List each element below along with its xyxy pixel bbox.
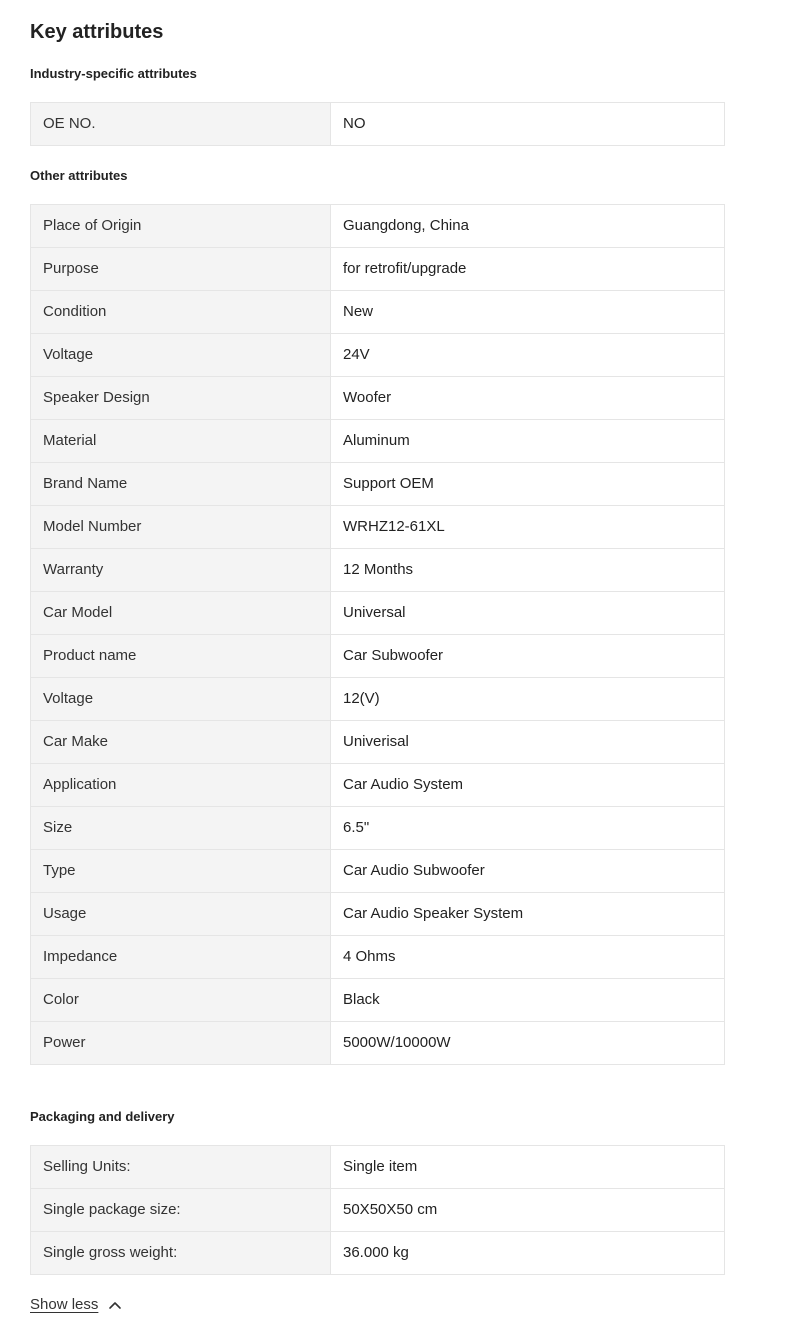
attribute-value: Woofer <box>331 377 725 420</box>
attribute-key: Material <box>31 420 331 463</box>
attribute-key: Car Make <box>31 721 331 764</box>
table-row <box>31 420 725 463</box>
attribute-key: Selling Units: <box>31 1146 331 1189</box>
table-row <box>31 1146 725 1189</box>
attribute-key: Warranty <box>31 549 331 592</box>
attribute-key: Purpose <box>31 248 331 291</box>
table-body <box>31 1146 725 1275</box>
attribute-key: Voltage <box>31 334 331 377</box>
attribute-key: Single gross weight: <box>31 1232 331 1275</box>
table-row <box>31 850 725 893</box>
table-row <box>31 463 725 506</box>
attribute-key: Single package size: <box>31 1189 331 1232</box>
attribute-key: Brand Name <box>31 463 331 506</box>
attribute-key: Application <box>31 764 331 807</box>
attribute-key: Size <box>31 807 331 850</box>
attribute-value: Car Audio System <box>331 764 725 807</box>
attribute-key: Color <box>31 979 331 1022</box>
attribute-value: 50X50X50 cm <box>331 1189 725 1232</box>
table-row <box>31 248 725 291</box>
attribute-key: Car Model <box>31 592 331 635</box>
table-row <box>31 103 725 146</box>
attribute-value: New <box>331 291 725 334</box>
table-row <box>31 979 725 1022</box>
table-row <box>31 506 725 549</box>
attribute-value: 12(V) <box>331 678 725 721</box>
attribute-key: Power <box>31 1022 331 1065</box>
attribute-value: 6.5" <box>331 807 725 850</box>
section-title-packaging-delivery: Packaging and delivery <box>30 1109 175 1124</box>
table-row <box>31 807 725 850</box>
attribute-value: Aluminum <box>331 420 725 463</box>
table-row <box>31 721 725 764</box>
table-row <box>31 334 725 377</box>
attribute-key: Place of Origin <box>31 205 331 248</box>
table-row <box>31 678 725 721</box>
industry-attributes-table <box>30 102 725 146</box>
table-row <box>31 291 725 334</box>
attribute-value: for retrofit/upgrade <box>331 248 725 291</box>
chevron-up-icon <box>108 1298 122 1312</box>
table-row <box>31 205 725 248</box>
attribute-key: Product name <box>31 635 331 678</box>
attribute-key: Model Number <box>31 506 331 549</box>
table-row <box>31 936 725 979</box>
table-row <box>31 549 725 592</box>
attribute-value: Univerisal <box>331 721 725 764</box>
table-row <box>31 592 725 635</box>
attribute-key: OE NO. <box>31 103 331 146</box>
table-row <box>31 893 725 936</box>
attribute-value: WRHZ12-61XL <box>331 506 725 549</box>
table-row <box>31 377 725 420</box>
attribute-value: Guangdong, China <box>331 205 725 248</box>
table-row <box>31 1232 725 1275</box>
show-less-button[interactable] <box>30 1296 122 1313</box>
attribute-key: Voltage <box>31 678 331 721</box>
attribute-key: Speaker Design <box>31 377 331 420</box>
attribute-value: 12 Months <box>331 549 725 592</box>
attribute-value: 4 Ohms <box>331 936 725 979</box>
table-row <box>31 1022 725 1065</box>
attribute-key: Impedance <box>31 936 331 979</box>
attribute-value: NO <box>331 103 725 146</box>
attribute-value: Support OEM <box>331 463 725 506</box>
attribute-value: 5000W/10000W <box>331 1022 725 1065</box>
attribute-value: Car Audio Speaker System <box>331 893 725 936</box>
attribute-value: Single item <box>331 1146 725 1189</box>
attribute-value: 36.000 kg <box>331 1232 725 1275</box>
table-row <box>31 635 725 678</box>
table-body <box>31 205 725 1065</box>
section-title-industry-specific: Industry-specific attributes <box>30 66 197 81</box>
other-attributes-table <box>30 204 725 1065</box>
attribute-value: 24V <box>331 334 725 377</box>
attribute-key: Condition <box>31 291 331 334</box>
attribute-value: Car Subwoofer <box>331 635 725 678</box>
show-less-label: Show less <box>30 1296 99 1313</box>
attribute-value: Universal <box>331 592 725 635</box>
attribute-key: Usage <box>31 893 331 936</box>
section-title-other-attributes: Other attributes <box>30 168 128 183</box>
table-row <box>31 764 725 807</box>
table-body <box>31 103 725 146</box>
packaging-delivery-table <box>30 1145 725 1275</box>
table-row <box>31 1189 725 1232</box>
attribute-value: Black <box>331 979 725 1022</box>
page-title: Key attributes <box>30 21 164 43</box>
attribute-key: Type <box>31 850 331 893</box>
attribute-value: Car Audio Subwoofer <box>331 850 725 893</box>
